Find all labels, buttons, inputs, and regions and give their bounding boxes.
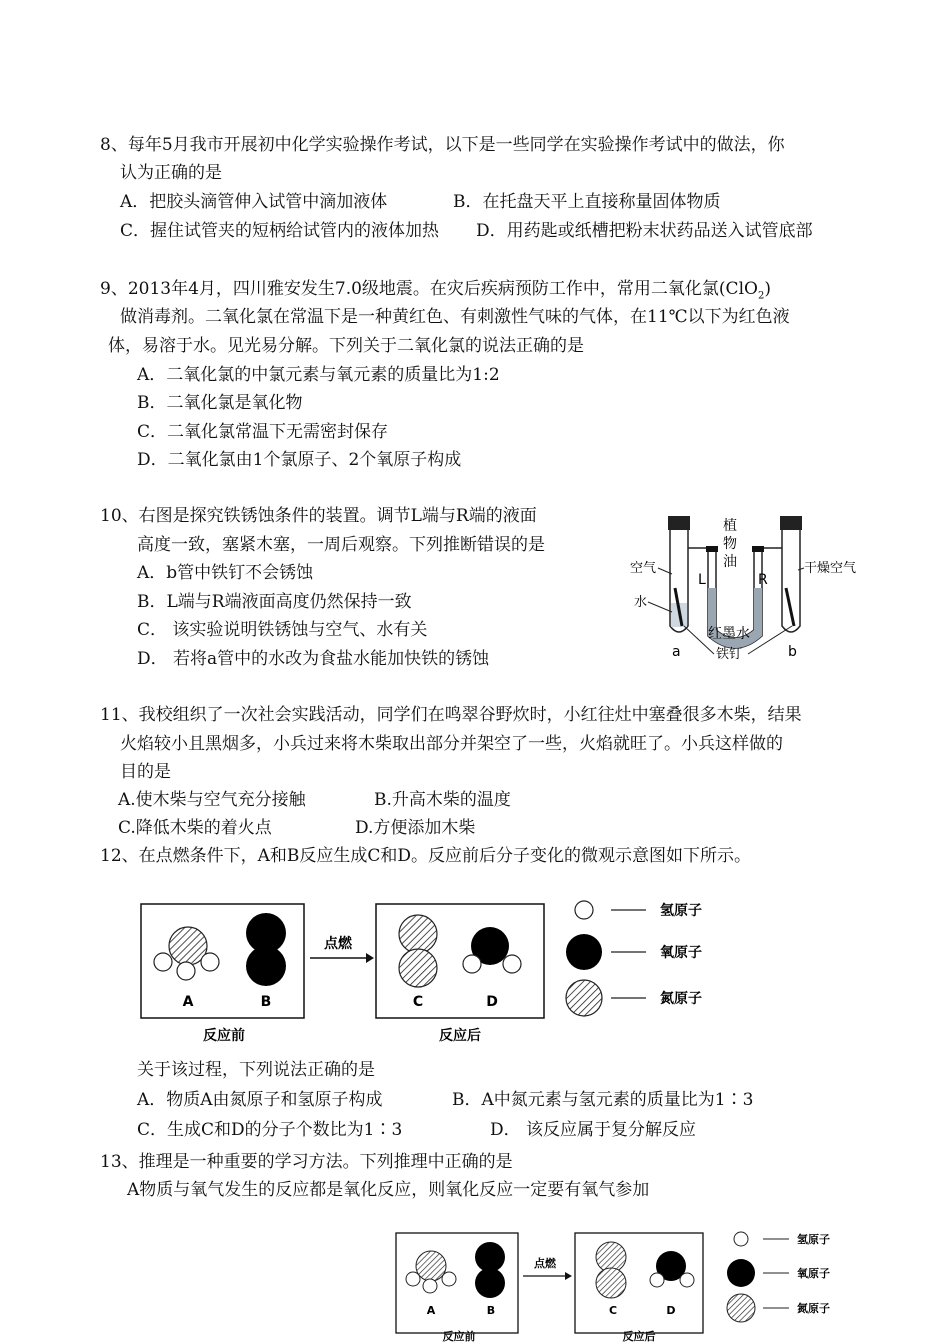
q13-arrow-label: 点燃 [534, 1257, 556, 1270]
right-cork [752, 546, 764, 552]
q13-molecule-b-oxygen-2 [475, 1268, 505, 1298]
q8-option-d: D．用药匙或纸槽把粉末状药品送入试管底部 [476, 221, 813, 241]
molecule-a-hydrogen-2 [177, 962, 195, 980]
q12-lead: 关于该过程，下列说法正确的是 [137, 1060, 375, 1080]
molecule-a-hydrogen-1 [154, 953, 172, 971]
q9-stem-line2: 做消毒剂。二氧化氯在常温下是一种黄红色、有刺激性气味的气体，在11℃以下为红色液 [120, 307, 790, 327]
q12-micro-diagram [138, 896, 738, 1048]
l-end-label: L [698, 572, 706, 588]
q13-micro-diagram [393, 1226, 853, 1342]
q11-option-b: B.升高木柴的温度 [374, 790, 511, 810]
r-end-label: R [758, 572, 768, 588]
q13-caption-before: 反应前 [442, 1330, 476, 1342]
arrow-label: 点燃 [324, 936, 352, 952]
label-b: B [260, 994, 272, 1010]
q10-option-a: A．b管中铁钉不会锈蚀 [137, 563, 314, 583]
caption-before: 反应前 [203, 1028, 245, 1044]
label-a: A [182, 994, 194, 1010]
label-d: D [486, 994, 498, 1010]
q13-legend-nitrogen-symbol [727, 1294, 755, 1322]
molecule-b-oxygen-2 [246, 946, 286, 986]
legend-nitrogen-label: 氮原子 [660, 991, 702, 1007]
q9-formula-subscript: 2 [757, 290, 765, 302]
q13-label-d: D [666, 1304, 676, 1317]
right-stopper [780, 516, 802, 530]
q8-option-c: C．握住试管夹的短柄给试管内的液体加热 [120, 221, 440, 241]
water-label: 水 [634, 595, 648, 610]
caption-after: 反应后 [439, 1028, 481, 1044]
red-ink-label: 红墨水 [708, 626, 750, 642]
legend-oxygen-symbol [566, 934, 602, 970]
q12-option-a: A．物质A由氮原子和氢原子构成 [137, 1090, 383, 1110]
q12-stem: 12、在点燃条件下，A和B反应生成C和D。反应前后分子变化的微观示意图如下所示。 [100, 846, 752, 866]
q10-option-b: B．L端与R端液面高度仍然保持一致 [137, 592, 412, 612]
q8-option-a: A．把胶头滴管伸入试管中滴加液体 [120, 192, 388, 212]
tube-a-label: a [672, 644, 681, 660]
q9-stem-close: ) [764, 279, 771, 299]
left-cork [706, 546, 718, 552]
q9-stem-text: 9、2013年4月，四川雅安发生7.0级地震。在灾后疾病预防工作中，常用二氧化氯(ClO [100, 279, 758, 299]
q13-legend-nitrogen-label: 氮原子 [797, 1302, 830, 1315]
q12-option-b: B．A中氮元素与氢元素的质量比为1∶3 [452, 1090, 754, 1110]
q9-option-b: B．二氧化氯是氧化物 [137, 393, 303, 413]
q8-stem-line1: 8、每年5月我市开展初中化学实验操作考试，以下是一些同学在实验操作考试中的做法，你 [100, 135, 785, 155]
legend-oxygen-label: 氧原子 [660, 945, 702, 961]
tube-b-label: b [788, 644, 797, 660]
rust-experiment-figure [620, 508, 870, 668]
q11-option-d: D.方便添加木柴 [355, 818, 476, 838]
q13-label-c: C [608, 1304, 618, 1317]
legend-nitrogen-symbol [566, 980, 602, 1016]
nail-b [786, 588, 794, 626]
q13-legend-hydrogen-symbol [734, 1232, 748, 1246]
legend-hydrogen-symbol [575, 901, 593, 919]
q12-option-d: D． 该反应属于复分解反应 [490, 1120, 697, 1140]
q8-stem-line2: 认为正确的是 [120, 163, 222, 183]
q9-stem-line1 [100, 278, 771, 307]
molecule-a-hydrogen-3 [201, 953, 219, 971]
q9-stem-line3: 体，易溶于水。见光易分解。下列关于二氧化氯的说法正确的是 [108, 336, 584, 356]
q13-option-a: A物质与氧气发生的反应都是氧化反应，则氧化反应一定要有氧气参加 [127, 1180, 650, 1200]
q10-stem-line2: 高度一致，塞紧木塞，一周后观察。下列推断错误的是 [137, 535, 545, 555]
molecule-d-hydrogen-2 [503, 955, 521, 973]
q13-stem: 13、推理是一种重要的学习方法。下列推理中正确的是 [100, 1152, 513, 1172]
oil-label-2: 物 [723, 536, 737, 552]
q13-caption-after: 反应后 [622, 1330, 656, 1342]
nail-label: 铁钉 [716, 647, 743, 662]
oil-label-1: 植 [723, 518, 737, 534]
q10-stem-line1: 10、右图是探究铁锈蚀条件的装置。调节L端与R端的液面 [100, 506, 537, 526]
q12-option-c: C．生成C和D的分子个数比为1∶3 [137, 1120, 403, 1140]
q11-stem-line2: 火焰较小且黑烟多，小兵过来将木柴取出部分并架空了一些，火焰就旺了。小兵这样做的 [120, 734, 783, 754]
label-c: C [412, 994, 424, 1010]
q13-molecule-b-oxygen-1 [475, 1242, 505, 1272]
q13-molecule-a-nitrogen [416, 1251, 446, 1281]
molecule-c-nitrogen-2 [399, 949, 437, 987]
q11-option-a: A.使木柴与空气充分接触 [118, 790, 306, 810]
q13-legend-hydrogen-label: 氢原子 [797, 1233, 830, 1246]
q9-option-d: D．二氧化氯由1个氯原子、2个氧原子构成 [137, 450, 462, 470]
molecule-d-hydrogen-1 [463, 955, 481, 973]
q13-label-b: B [486, 1304, 496, 1317]
q13-legend-oxygen-label: 氧原子 [797, 1267, 830, 1280]
oil-label-3: 油 [723, 554, 737, 570]
q10-option-c: C． 该实验说明铁锈蚀与空气、水有关 [137, 620, 428, 640]
left-stopper [668, 516, 690, 530]
q13-label-a: A [426, 1304, 436, 1317]
q8-option-b: B．在托盘天平上直接称量固体物质 [453, 192, 721, 212]
molecule-c-nitrogen-1 [399, 915, 437, 953]
q10-option-d: D． 若将a管中的水改为食盐水能加快铁的锈蚀 [137, 649, 490, 669]
dry-air-label: 干燥空气 [804, 561, 857, 576]
air-label: 空气 [630, 561, 657, 576]
q9-option-a: A．二氧化氯的中氯元素与氧元素的质量比为1:2 [137, 365, 500, 385]
q9-option-c: C．二氧化氯常温下无需密封保存 [137, 422, 389, 442]
q11-stem-line1: 11、我校组织了一次社会实践活动，同学们在鸣翠谷野炊时，小红往灶中塞叠很多木柴，结果 [100, 705, 802, 725]
q13-legend-oxygen-symbol [727, 1259, 755, 1287]
q11-option-c: C.降低木柴的着火点 [118, 818, 272, 838]
legend-hydrogen-label: 氢原子 [660, 903, 702, 919]
q11-stem-line3: 目的是 [120, 762, 171, 782]
